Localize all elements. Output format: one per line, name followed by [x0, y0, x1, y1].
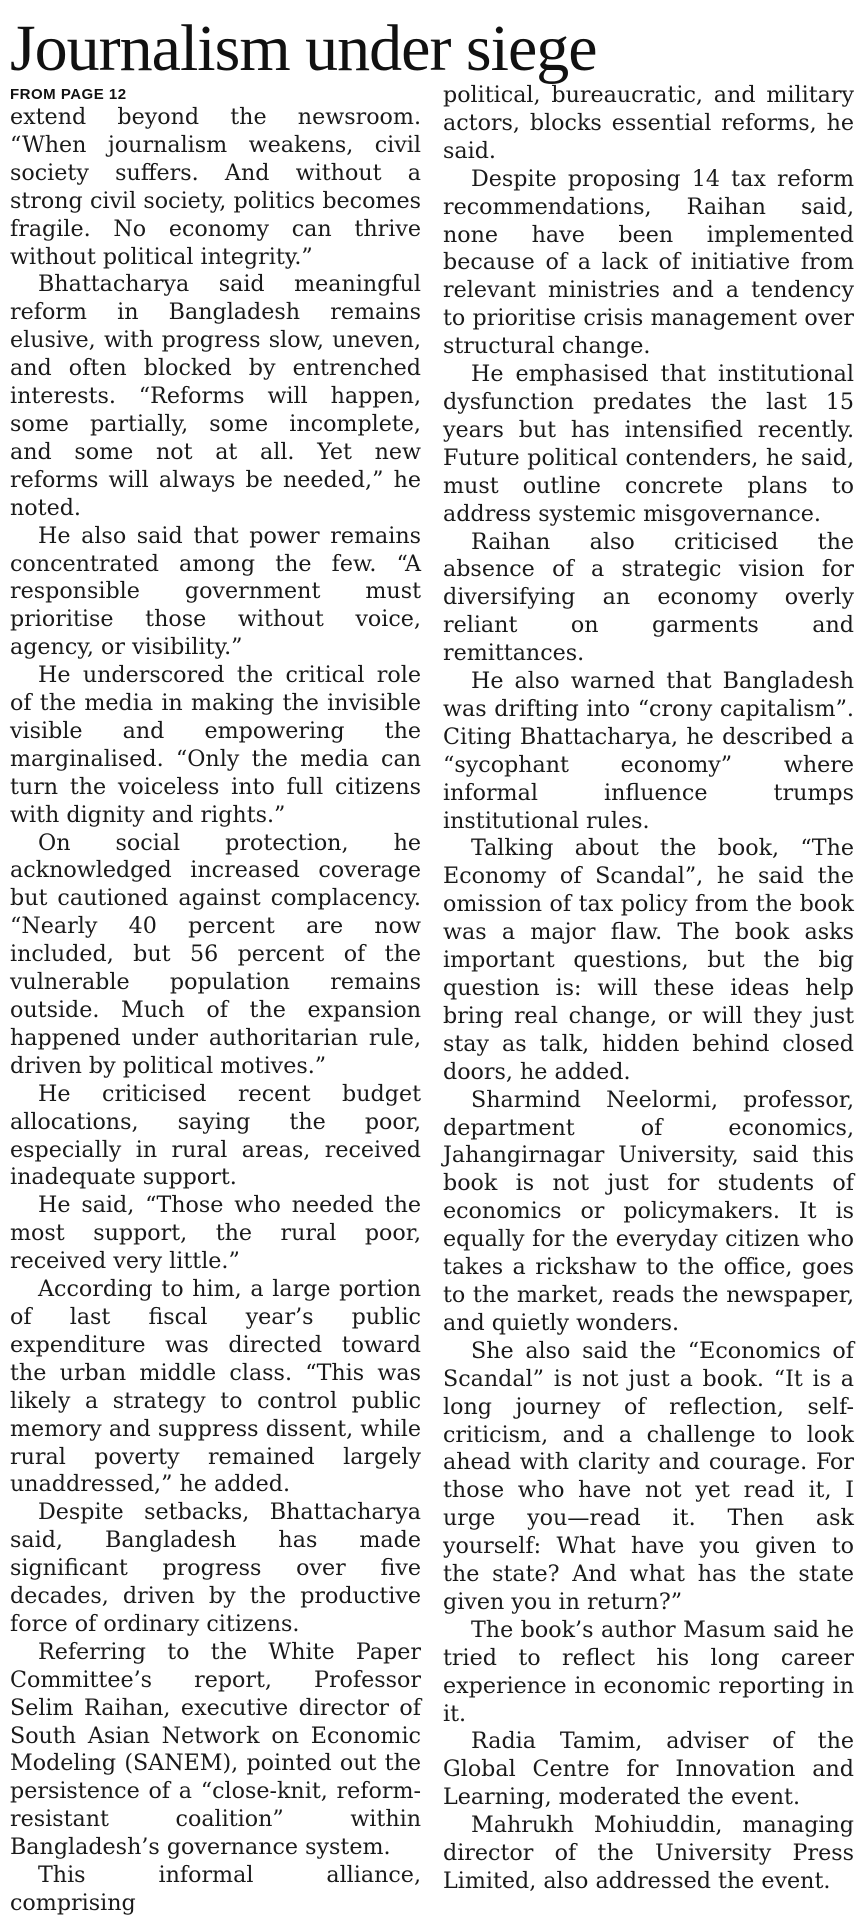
paragraph: Sharmind Neelormi, professor, department of economics, Jahangirnagar University, said this book is not just for students of economics or policymakers. It is equally for the everyday citizen who takes a rickshaw to the office, goes to the market, reads the newspaper, and quietly wonders. — [443, 1086, 854, 1336]
paragraph: Raihan also criticised the absence of a strategic vision for diversifying an economy overly reliant on garments and remittances. — [443, 528, 854, 667]
paragraph: According to him, a large portion of last fiscal year’s public expenditure was directed toward the urban middle class. “This was likely a strategy to control public memory and suppress dissent, while rural poverty remained largely unaddressed,” he added. — [10, 1276, 421, 1498]
continuation-kicker: FROM PAGE 12 — [10, 86, 127, 103]
paragraph: Bhattacharya said meaningful reform in Bangladesh remains elusive, with progress slow, uneven, and often blocked by entrenched interests. “Reforms will happen, some partially, some incomplete, and some not at all. Yet new reforms will always be needed,” he noted. — [10, 271, 421, 521]
paragraph: Despite setbacks, Bhattacharya said, Bangladesh has made significant progress over five decades, driven by the productive force of ordinary citizens. — [10, 1499, 421, 1637]
paragraph: On social protection, he acknowledged increased coverage but cautioned against complacency. “Nearly 40 percent are now included, but 56 percent of the vulnerable population remains outside. Much of the expansion happened under authoritarian rule, driven by political motives.” — [10, 829, 421, 1079]
paragraph: Referring to the White Paper Committee’s report, Professor Selim Raihan, executive director of South Asian Network on Economic Modeling (SANEM), pointed out the persistence of a “close-knit, reform-resistant coalition” within Bangladesh’s governance system. — [10, 1638, 421, 1861]
paragraph: Radia Tamim, adviser of the Global Centre for Innovation and Learning, moderated the event. — [443, 1728, 854, 1811]
paragraph: He also said that power remains concentrated among the few. “A responsible government must prioritise those without voice, agency, or visibility.” — [10, 522, 421, 661]
paragraph: This informal alliance, comprising — [10, 1862, 421, 1916]
column-left — [10, 84, 421, 1918]
paragraph: Mahrukh Mohiuddin, managing director of the University Press Limited, also addressed the event. — [443, 1812, 854, 1894]
paragraph: He criticised recent budget allocations, saying the poor, especially in rural areas, received inadequate support. — [10, 1080, 421, 1191]
column-right — [443, 82, 854, 1918]
paragraph: The book’s author Masum said he tried to reflect his long career experience in economic reporting in it. — [443, 1616, 854, 1727]
paragraph: He said, “Those who needed the most support, the rural poor, received very little.” — [10, 1192, 421, 1275]
paragraph: extend beyond the newsroom. “When journalism weakens, civil society suffers. And without a strong civil society, politics becomes fragile. No economy can thrive without political integrity.” — [10, 104, 421, 270]
headline: Journalism under siege — [10, 12, 597, 85]
paragraph: He underscored the critical role of the media in making the invisible visible and empowering the marginalised. “Only the media can turn the voiceless into full citizens with dignity and rights.” — [10, 662, 421, 828]
paragraph: political, bureaucratic, and military actors, blocks essential reforms, he said. — [443, 82, 854, 164]
paragraph: Talking about the book, “The Economy of Scandal”, he said the omission of tax policy from the book was a major flaw. The book asks important questions, but the big question is: will these ideas help bring real change, or will they just stay as talk, hidden behind closed doors, he added. — [443, 835, 854, 1085]
article-body — [10, 84, 854, 1918]
paragraph: He emphasised that institutional dysfunction predates the last 15 years but has intensified recently. Future political contenders, he said, must outline concrete plans to address systemic misgovernance. — [443, 361, 854, 527]
paragraph: He also warned that Bangladesh was drifting into “crony capitalism”. Citing Bhattacharya, he described a “sycophant economy” where informal influence trumps institutional rules. — [443, 668, 854, 834]
paragraph: She also said the “Economics of Scandal” is not just a book. “It is a long journey of reflection, self-criticism, and a challenge to look ahead with clarity and courage. For those who have not yet read it, I urge you—read it. Then ask yourself: What have you given to the state? And what has the state given you in return?” — [443, 1337, 854, 1615]
paragraph: Despite proposing 14 tax reform recommendations, Raihan said, none have been implemented because of a lack of initiative from relevant ministries and a tendency to prioritise crisis management over structural change. — [443, 165, 854, 360]
